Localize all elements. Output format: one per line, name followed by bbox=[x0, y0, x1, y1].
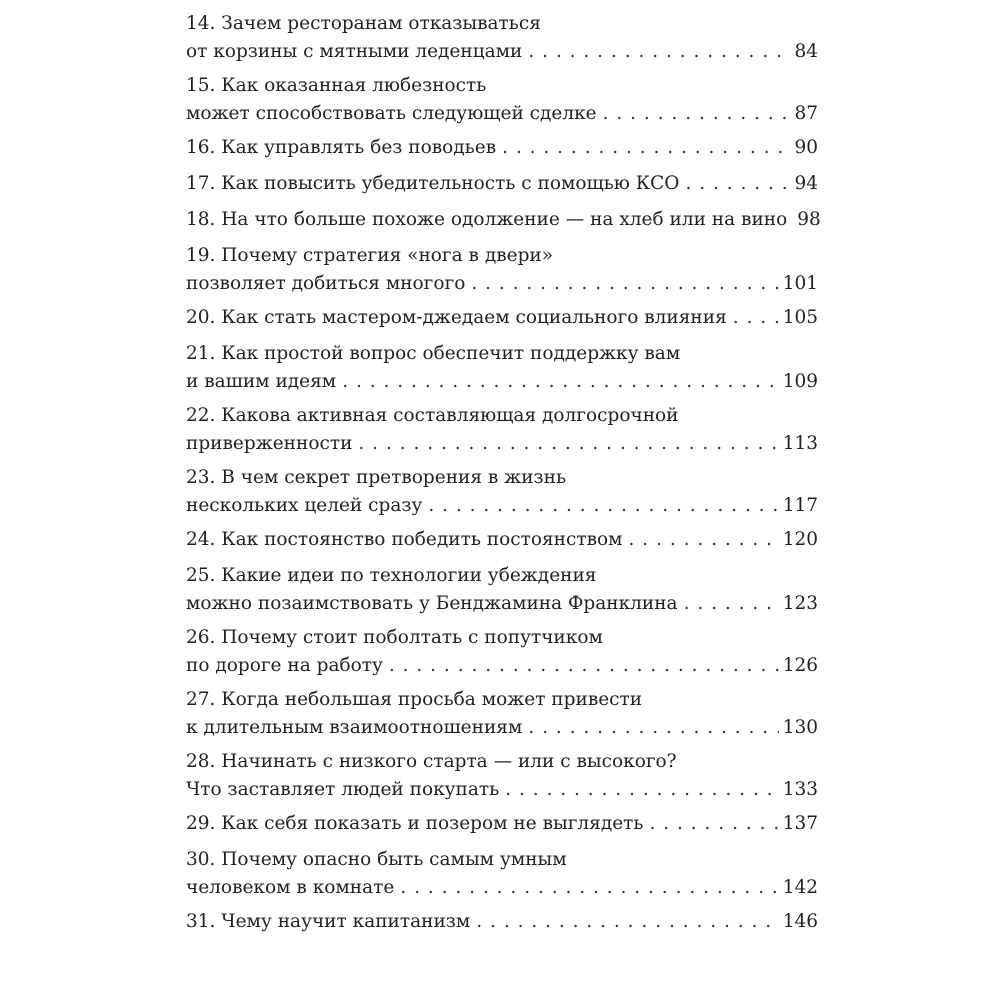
toc-entry-title-line: человеком в комнате bbox=[186, 877, 395, 898]
toc-entry[interactable] bbox=[186, 72, 818, 128]
toc-entry-title-line: 30. Почему опасно быть самым умным bbox=[186, 849, 567, 870]
dot-leader bbox=[342, 368, 779, 396]
toc-page-number: 130 bbox=[782, 717, 818, 738]
toc-entry-title-line: может способствовать следующей сделке bbox=[186, 103, 597, 124]
toc-entry[interactable] bbox=[186, 908, 818, 936]
toc-entry-title-line: 15. Как оказанная любезность bbox=[186, 75, 487, 96]
dot-leader bbox=[684, 590, 779, 618]
dot-leader bbox=[358, 430, 778, 458]
toc-page-number: 120 bbox=[782, 529, 818, 550]
toc-entry[interactable] bbox=[186, 402, 818, 458]
toc-entry[interactable] bbox=[186, 526, 818, 554]
toc-entry-title-line: можно позаимствовать у Бенджамина Франклина bbox=[186, 593, 678, 614]
toc-entry-title-line: 23. В чем секрет претворения в жизнь bbox=[186, 467, 567, 488]
toc-entry-title-line: нескольких целей сразу bbox=[186, 495, 423, 516]
toc-entry-title-line: и вашим идеям bbox=[186, 371, 337, 392]
toc-page-number: 146 bbox=[782, 911, 818, 932]
dot-leader bbox=[400, 874, 778, 902]
dot-leader bbox=[603, 100, 791, 128]
toc-entry-title-line: 29. Как себя показать и позером не выглядеть bbox=[186, 813, 644, 834]
toc-entry-title-line: позволяет добиться многого bbox=[186, 273, 466, 294]
toc-entry-title-line: 17. Как повысить убедительность с помощью КСО bbox=[186, 173, 680, 194]
toc-page-number: 113 bbox=[782, 433, 818, 454]
toc-entry-title-line: 20. Как стать мастером-джедаем социального влияния bbox=[186, 307, 727, 328]
toc-entry-title-line: 25. Какие идеи по технологии убеждения bbox=[186, 565, 597, 586]
toc-entry-title-line: 28. Начинать с низкого старта — или с высокого? bbox=[186, 751, 677, 772]
toc-entry[interactable] bbox=[186, 10, 818, 66]
toc-entry[interactable] bbox=[186, 562, 818, 618]
toc-entry-title-line: 19. Почему стратегия «нога в двери» bbox=[186, 245, 554, 266]
toc-entry[interactable] bbox=[186, 134, 818, 162]
toc-page-number: 87 bbox=[794, 103, 818, 124]
toc-entry[interactable] bbox=[186, 206, 821, 234]
toc-entry-title-line: от корзины с мятными леденцами bbox=[186, 41, 523, 62]
toc-entry-title-line: 14. Зачем ресторанам отказываться bbox=[186, 13, 541, 34]
toc-entry[interactable] bbox=[186, 624, 818, 680]
toc-entry-title-line: 21. Как простой вопрос обеспечит поддержку вам bbox=[186, 343, 681, 364]
toc-entry-title-line: к длительным взаимоотношениям bbox=[186, 717, 523, 738]
toc-page-number: 126 bbox=[782, 655, 818, 676]
table-of-contents bbox=[186, 10, 821, 944]
dot-leader bbox=[733, 304, 779, 332]
toc-page-number: 137 bbox=[782, 813, 818, 834]
dot-leader bbox=[502, 134, 790, 162]
toc-page-number: 105 bbox=[782, 307, 818, 328]
toc-entry-title-line: 27. Когда небольшая просьба может привести bbox=[186, 689, 643, 710]
toc-entry-title-line: 18. На что больше похоже одолжение — на хлеб или на вино bbox=[186, 209, 788, 230]
toc-entry-title-line: приверженности bbox=[186, 433, 353, 454]
dot-leader bbox=[685, 170, 790, 198]
toc-entry[interactable] bbox=[186, 340, 818, 396]
dot-leader bbox=[471, 270, 778, 298]
toc-entry[interactable] bbox=[186, 242, 818, 298]
toc-entry-title-line: 22. Какова активная составляющая долгосрочной bbox=[186, 405, 679, 426]
dot-leader bbox=[505, 776, 778, 804]
dot-leader bbox=[476, 908, 778, 936]
toc-entry-title-line: 24. Как постоянство победить постоянством bbox=[186, 529, 623, 550]
toc-page-number: 98 bbox=[797, 209, 821, 230]
toc-page-number: 142 bbox=[782, 877, 818, 898]
toc-entry-title-line: Что заставляет людей покупать bbox=[186, 779, 500, 800]
dot-leader bbox=[528, 714, 778, 742]
toc-page-number: 133 bbox=[782, 779, 818, 800]
toc-entry[interactable] bbox=[186, 304, 818, 332]
toc-page-number: 90 bbox=[794, 137, 818, 158]
toc-entry[interactable] bbox=[186, 748, 818, 804]
dot-leader bbox=[389, 652, 779, 680]
dot-leader bbox=[629, 526, 779, 554]
toc-page-number: 123 bbox=[782, 593, 818, 614]
toc-page-number: 94 bbox=[794, 173, 818, 194]
toc-entry-title-line: 26. Почему стоит поболтать с попутчиком bbox=[186, 627, 603, 648]
dot-leader bbox=[650, 810, 779, 838]
toc-entry[interactable] bbox=[186, 464, 818, 520]
toc-entry-title-line: 31. Чему научит капитанизм bbox=[186, 911, 471, 932]
dot-leader bbox=[428, 492, 778, 520]
toc-entry[interactable] bbox=[186, 846, 818, 902]
toc-entry-title-line: по дороге на работу bbox=[186, 655, 383, 676]
toc-page-number: 117 bbox=[782, 495, 818, 516]
toc-entry[interactable] bbox=[186, 170, 818, 198]
toc-entry[interactable] bbox=[186, 810, 818, 838]
toc-page-number: 84 bbox=[794, 41, 818, 62]
toc-entry[interactable] bbox=[186, 686, 818, 742]
toc-page-number: 109 bbox=[782, 371, 818, 392]
toc-entry-title-line: 16. Как управлять без поводьев bbox=[186, 137, 497, 158]
toc-page-number: 101 bbox=[782, 273, 818, 294]
dot-leader bbox=[528, 38, 790, 66]
